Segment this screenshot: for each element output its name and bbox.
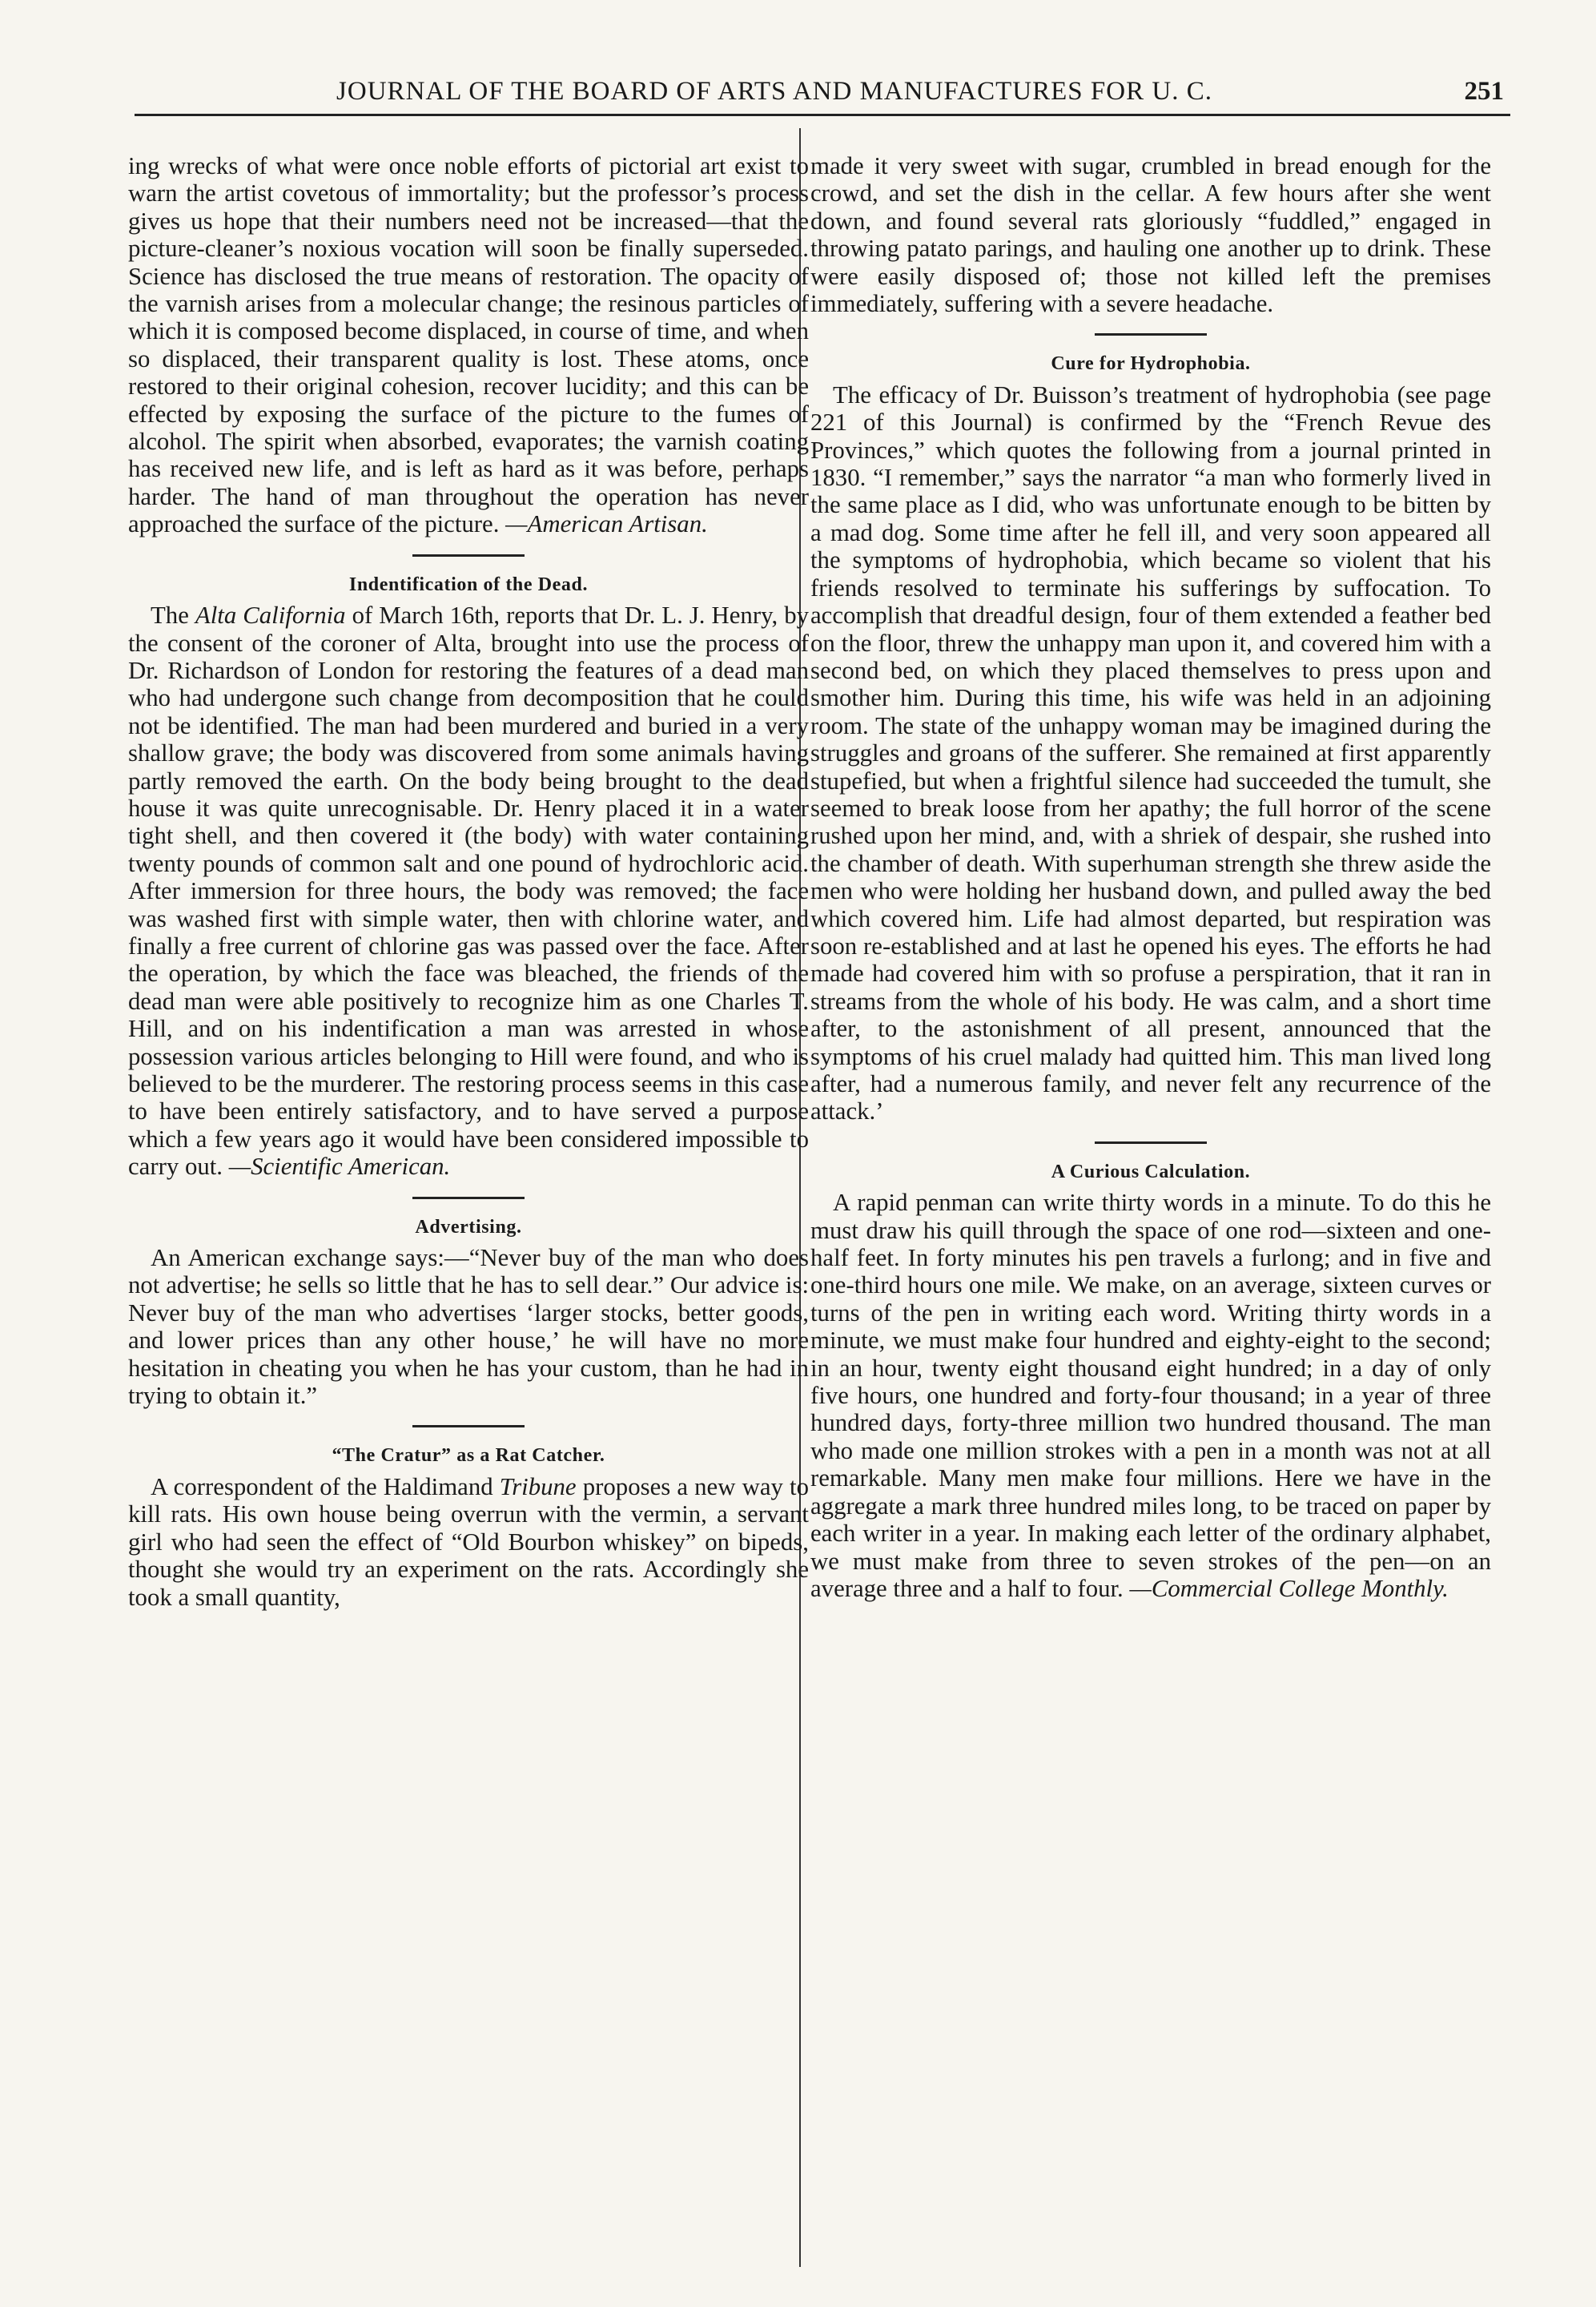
publication-name: Alta California <box>195 602 346 630</box>
continued-paragraph <box>128 152 809 538</box>
body-text: A rapid penman can write thirty words in a minute. To do this he must draw his quill through the space of one rod—sixteen and one-half feet. In forty minutes his pen travels a furlong; and in five and one-third hours one mile. We make, on an average, sixteen curves or turns of the pen in writing each word. Writing thirty words in a minute, we must make four hundred and eighty-eight to the second; in an hour, twenty eight thousand eight hundred; in a day of only five hours, one hundred and forty-four thousand; in a year of three hundred days, forty-three million two hundred thousand. The man who made one million strokes with a pen in a month was not at all remarkable. Many men make four millions. Here we have in the aggregate a mark three hundred miles long, to be traced on paper by each writer in a year. In making each letter of the ordinary alphabet, we must make from three to seven strokes of the pen—on an average three and a half to four. <box>810 1189 1491 1602</box>
continued-text: ing wrecks of what were once noble efforts of pictorial art exist to warn the artist covetous of immortality; but the professor’s process gives us hope that their numbers need not be increased—that the picture-cleaner’s noxious vocation will soon be finally superseded. Science has disclosed the true means of restoration. The opacity of the varnish arises from a molecular change; the resinous particles of which it is composed become displaced, in course of time, and when so displaced, their transparent quality is lost. These atoms, once restored to their original cohesion, recover lucidity; and this can be effected by exposing the surface of the picture to the fumes of alcohol. The spirit when absorbed, evaporates; the varnish coating has received new life, and is left as hard as it was before, perhaps harder. The hand of man throughout the operation has never approached the surface of the picture. <box>128 152 809 538</box>
article-body-rat-catcher <box>128 1473 809 1611</box>
running-title: JOURNAL OF THE BOARD OF ARTS AND MANUFACTURES FOR U. C. <box>336 77 1212 106</box>
body-text: The <box>151 602 195 630</box>
source-citation: —Scientific American. <box>228 1153 451 1181</box>
section-separator <box>412 1197 525 1199</box>
publication-name: Tribune <box>499 1472 577 1500</box>
article-heading-advertising: Advertising. <box>415 1216 522 1238</box>
body-text: A correspondent of the Haldimand <box>151 1472 500 1500</box>
rat-catcher-continuation: made it very sweet with sugar, crumbled in bread enough for the crowd, and set the dish in the cellar. A few hours after she went down, and found several rats gloriously “fuddled,” engaged in throwing patato parings, and hauling one another up to drink. These were easily disposed of; those not killed left the premises immediately, suffering with a severe headache. <box>810 152 1491 318</box>
section-separator <box>412 554 525 557</box>
article-body-hydrophobia: The efficacy of Dr. Buisson’s treatment of hydrophobia (see page 221 of this Journal) is confirmed by the “French Revue des Provinces,” which quotes the following from a journal printed in 1830. “I remember,” says the narrator “a man who formerly lived in the same place as I did, who was unfortunate enough to be bitten by a mad dog. Some time after he fell ill, and very soon appeared all the symptoms of hydrophobia, which became so violent that his friends resolved to terminate his sufferings by suffocation. To accomplish that dreadful design, four of them extended a feather bed on the floor, threw the unhappy man upon it, and covered him with a second bed, on which they placed themselves to press upon and smother him. During this time, his wife was held in an adjoining room. The state of the unhappy woman may be imagined during the struggles and groans of the sufferer. She remained at first apparently stupefied, but when a frightful silence had succeeded the tumult, she seemed to break loose from her apathy; the full horror of the scene rushed upon her mind, and, with a shriek of despair, she rushed into the chamber of death. With superhuman strength she threw aside the men who were holding her husband down, and pulled away the bed which covered him. Life had almost departed, but respiration was soon re-established and at last he opened his eyes. The efforts he had made had covered him with so profuse a perspiration, that it ran in streams from the whole of his body. He was calm, and a short time after, to the astonishment of all present, announced that the symptoms of his cruel malady had quitted him. This man lived long after, had a numerous family, and never felt any recurrence of the attack.’ <box>810 380 1491 1125</box>
right-column <box>810 152 1491 2267</box>
left-column <box>128 152 809 2267</box>
source-citation: —Commercial College Monthly. <box>1129 1574 1449 1602</box>
body-text: of March 16th, reports that Dr. L. J. Henry, by the consent of the coroner of Alta, brought into use the process of Dr. Richardson of London for restoring the features of a dead man who had undergone such change from decomposition that he could not be identified. The man had been murdered and buried in a very shallow grave; the body was discovered from some animals having partly removed the earth. On the body being brought to the dead house it was quite unrecognisable. Dr. Henry placed it in a water tight shell, and then covered it (the body) with water containing twenty pounds of common salt and one pound of hydrochloric acid. After immersion for three hours, the body was removed; the face was washed first with simple water, then with chlorine water, and finally a free current of chlorine gas was passed over the face. After the operation, by which the face was bleached, the friends of the dead man were able positively to recognize him as one Charles T. Hill, and on his indentification a man was arrested in whose possession various articles belonging to Hill were found, and who is believed to be the murderer. The restoring process seems in this case to have been entirely satisfactory, and to have served a purpose which a few years ago it would have been considered impossible to carry out. <box>128 602 809 1181</box>
article-body-advertising: An American exchange says:—“Never buy of the man who does not advertise; he sells so little that he has to sell dear.” Our advice is: Never buy of the man who advertises ‘larger stocks, better goods, and lower prices than any other house,’ he will have no more hesitation in cheating you when he has your custom, than he had in trying to obtain it.” <box>128 1244 809 1410</box>
article-heading-calculation: A Curious Calculation. <box>1051 1161 1251 1182</box>
section-separator <box>1095 1141 1207 1144</box>
article-body-calculation <box>810 1189 1491 1602</box>
section-separator <box>412 1425 525 1427</box>
article-body-identification <box>128 602 809 1181</box>
article-heading-hydrophobia: Cure for Hydrophobia. <box>1051 353 1251 375</box>
page-number: 251 <box>1464 77 1504 106</box>
article-heading-identification: Indentification of the Dead. <box>348 574 589 595</box>
source-citation: —American Artisan. <box>505 510 708 538</box>
section-separator <box>1095 333 1207 336</box>
running-head <box>135 77 1510 116</box>
body-text: proposes a new way to kill rats. His own house being overrun with the vermin, a servant girl who had seen the effect of “Old Bourbon whiskey” on bipeds, thought she would try an experiment on the rats. Accordingly she took a small quantity, <box>128 1472 809 1611</box>
article-heading-rat-catcher: “The Cratur” as a Rat Catcher. <box>332 1445 605 1467</box>
